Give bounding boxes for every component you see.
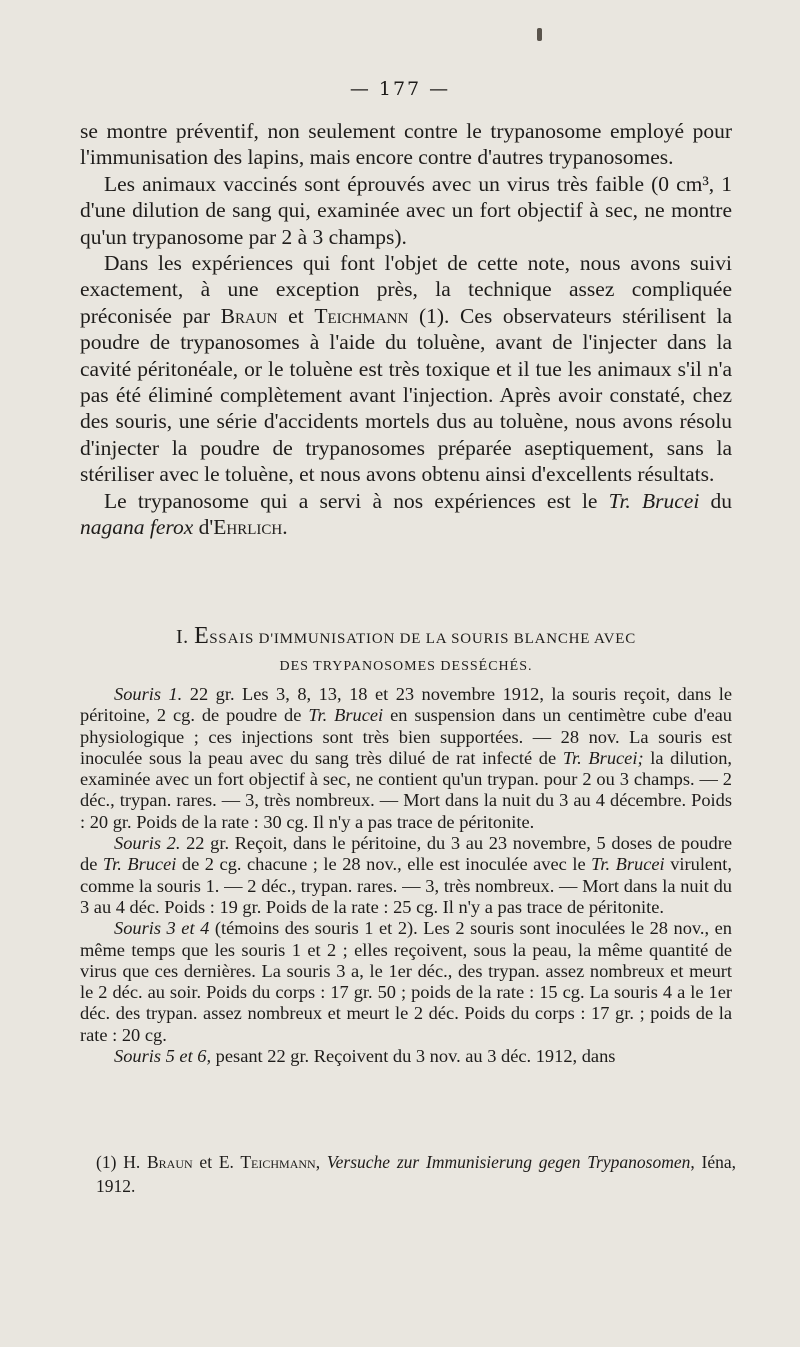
author-name: Teichmann <box>314 303 409 328</box>
section-heading <box>80 622 732 675</box>
section-title-initial: E <box>194 623 210 649</box>
section-title-line: DES TRYPANOSOMES DESSÉCHÉS. <box>279 659 533 674</box>
text-run: pesant 22 gr. Reçoivent du 3 nov. au 3 déc. 1912, dans <box>211 1046 616 1067</box>
ink-mark <box>537 28 542 41</box>
text-run: du <box>699 488 732 513</box>
experiment-entry <box>80 833 732 918</box>
experiment-label: Souris 5 et 6, <box>114 1046 212 1067</box>
footnote <box>96 1150 736 1198</box>
species-name: Tr. Brucei <box>608 488 700 513</box>
text-run: . <box>282 515 288 540</box>
text-run: la dilution, examinée avec un fort objectif à sec, ne contient qu'un trypan. pour 2 ou 3 champs. — 2 déc., trypan. rares. — 3, très nombreux. — Mort dans la nuit du 3 au 4 décembre. Poids : 20 gr. Poids de la rate : 30 cg. Il n'y a pas trace de péritonite. <box>80 747 732 832</box>
text-run: et <box>277 303 315 328</box>
experiment-entry <box>80 918 732 1046</box>
text-run: , Iéna, 1912. <box>96 1152 736 1196</box>
text-run: , <box>315 1152 327 1172</box>
text-run: Le trypanosome qui a servi à nos expériences est le <box>104 488 609 513</box>
paragraph: se montre préventif, non seulement contre le trypanosome employé pour l'immunisation des lapins, mais encore contre d'autres trypanosomes. <box>80 119 732 170</box>
reference-title: Versuche zur Immunisierung gegen Trypanosomen <box>326 1152 691 1172</box>
text-run: virulent, comme la souris 1. — 2 déc., trypan. rares. — 3, très nombreux. — Mort dans la nuit du 3 au 4 déc. Poids : 19 gr. Poids de la rate : 25 cg. Il n'y a pas trace de péritonite. <box>80 854 732 917</box>
text-run: et <box>192 1152 219 1172</box>
paragraph: Les animaux vaccinés sont éprouvés avec un virus très faible (0 cm³, 1 d'une dilution de sang qui, examinée avec un fort objectif à sec, ne montre qu'un trypanosome par 2 à 3 champs). <box>80 171 732 249</box>
experiment-label: Souris 3 et 4 <box>114 918 210 939</box>
paragraph <box>80 488 732 541</box>
experiment-list <box>80 684 732 1067</box>
experiment-entry <box>80 1046 732 1067</box>
paragraph <box>80 250 732 488</box>
footnote-marker: (1) <box>96 1152 124 1172</box>
species-name: Tr. Brucei <box>591 854 665 875</box>
author-name: Braun <box>220 303 278 328</box>
author-name: H. Braun <box>123 1152 193 1172</box>
section-title-line <box>80 622 732 653</box>
main-text <box>80 118 732 541</box>
species-name: Tr. Brucei; <box>562 747 644 768</box>
footnote-text <box>96 1150 736 1198</box>
section-numeral: I. <box>175 626 189 648</box>
text-run: 22 gr. Reçoit, dans le péritoine, du 3 au 23 novembre, 5 doses de poudre de <box>80 833 732 875</box>
species-name: Tr. Brucei <box>102 854 177 875</box>
experiment-label: Souris 1. <box>114 684 183 704</box>
text-run: d' <box>193 515 214 540</box>
species-name: Tr. Brucei <box>308 705 384 726</box>
species-name: nagana ferox <box>80 515 194 540</box>
text-run: 22 gr. Les 3, 8, 13, 18 et 23 novembre 1912, la souris reçoit, dans le péritoine, 2 cg. de poudre de <box>80 684 733 726</box>
section-title: SSAIS D'IMMUNISATION DE LA SOURIS BLANCHE AVEC <box>209 631 637 647</box>
author-name: E. Teichmann <box>218 1152 316 1172</box>
text-run: (1). Ces observateurs stérilisent la poudre de trypanosomes à l'aide du toluène, avant de l'injecter dans la cavité péritonéale, or le toluène est très toxique et il tue les animaux s'il n'a pas été éliminé complètement avant l'injection. Après avoir constaté, chez des souris, une série d'accidents mortels dus au toluène, nous avons résolu d'injecter la poudre de trypanosomes préparée aseptiquement, sans la stériliser avec le toluène, et nous avons obtenu ainsi d'excellents résultats. <box>80 303 732 487</box>
experiment-label: Souris 2. <box>114 833 181 854</box>
text-run: Dans les expériences qui font l'objet de cette note, nous avons suivi exactement, à une exception près, la technique assez compliquée préconisée par <box>80 251 732 328</box>
text-run: de 2 cg. chacune ; le 28 nov., elle est inoculée avec le <box>176 854 592 875</box>
page-number: — 177 — <box>349 78 451 100</box>
author-name: Ehrlich <box>213 515 283 540</box>
text-run: (témoins des souris 1 et 2). Les 2 souris sont inoculées le 28 nov., en même temps que les souris 1 et 2 ; elles reçoivent, sous la peau, la même quantité de virus que ces dernières. La souris 3 a, le 1er déc., des trypan. assez nombreux et meurt le 2 déc. au soir. Poids du corps : 17 gr. 50 ; poids de la rate : 15 cg. La souris 4 a le 1er déc. des trypan. assez nombreux et meurt le 2 déc. Poids du corps : 17 gr. ; poids de la rate : 20 cg. <box>80 918 732 1045</box>
text-run: en suspension dans un centimètre cube d'eau physiologique ; ces injections sont très bien supportées. — 28 nov. La souris est inoculée sous la peau avec du sang très dilué de rat infecté de <box>80 705 733 768</box>
experiment-entry <box>80 684 732 833</box>
